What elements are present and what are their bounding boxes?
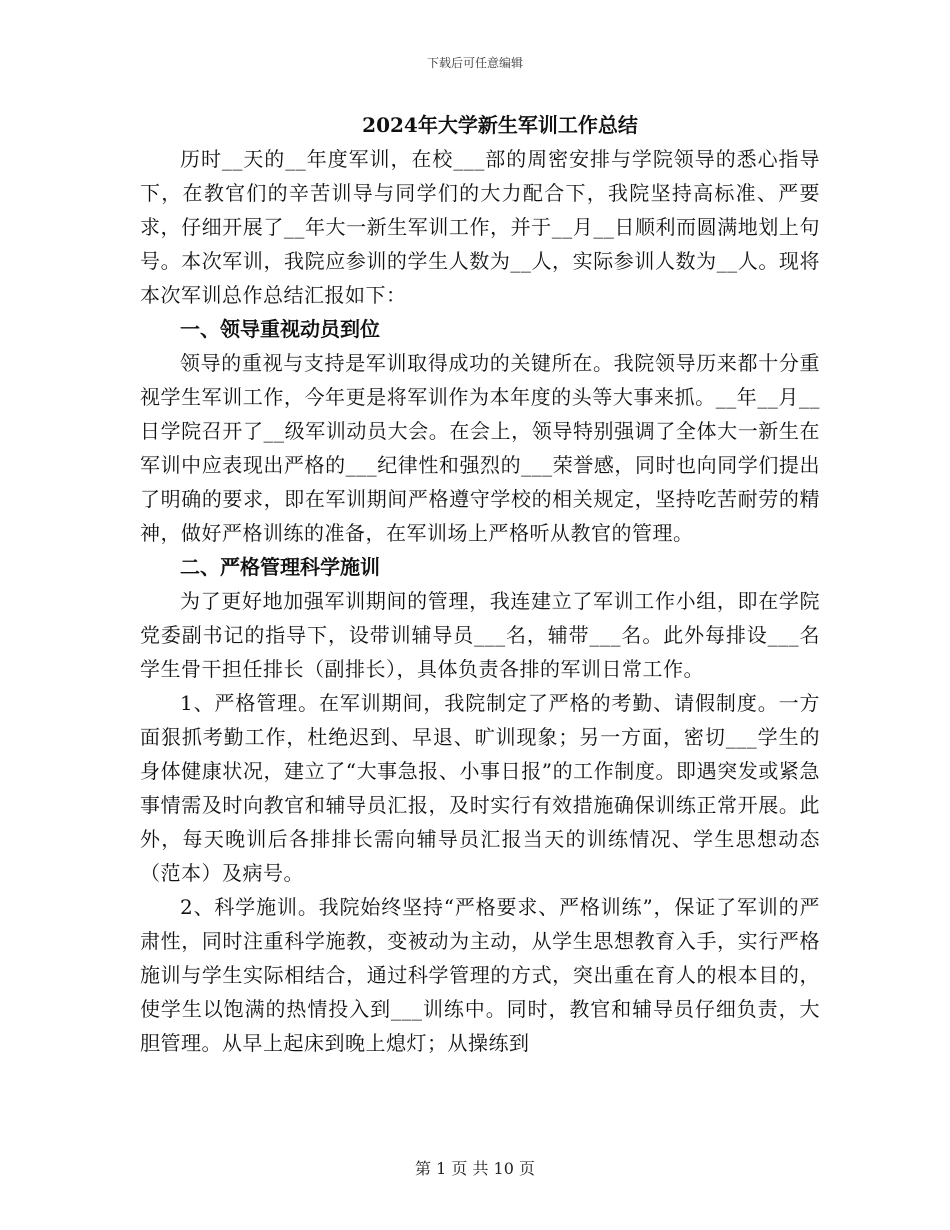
section-1-paragraph: 领导的重视与支持是军训取得成功的关键所在。我院领导历来都十分重视学生军训工作，今年更是将军训作为本年度的头等大事来抓。__年__月__日学院召开了__级军训动员大会。在会上，领导特别强调了全体大一新生在军训中应表现出严格的___纪律性和强烈的___荣誉感，同时也向同学们提出了明确的要求，即在军训期间严格遵守学校的相关规定，坚持吃苦耐劳的精神，做好严格训练的准备，在军训场上严格听从教官的管理。 — [140, 351, 820, 545]
section-heading-1: 一、领导重视动员到位 — [180, 317, 380, 341]
header-note: 下载后可任意编辑 — [426, 56, 523, 70]
page-footer: 第 1 页 共 10 页 — [415, 1159, 535, 1178]
document-title: 2024年大学新生军训工作总结 — [362, 113, 638, 137]
strict-management-paragraph: 1、严格管理。在军训期间，我院制定了严格的考勤、请假制度。一方面狠抓考勤工作，杜绝迟到、早退、旷训现象；另一方面，密切___学生的身体健康状况，建立了“大事急报、小事日报”的工作制度。即遇突发或紧急事情需及时向教官和辅导员汇报，及时实行有效措施确保训练正常开展。此外，每天晚训后各排排长需向辅导员汇报当天的训练情况、学生思想动态（范本）及病号。 — [140, 691, 820, 885]
intro-paragraph: 历时__天的__年度军训，在校___部的周密安排与学院领导的悉心指导下，在教官们的辛苦训导与同学们的大力配合下，我院坚持高标准、严要求，仔细开展了__年大一新生军训工作，并于__月__日顺利而圆满地划上句号。本次军训，我院应参训的学生人数为__人，实际参训人数为__人。现将本次军训总作总结汇报如下： — [140, 147, 820, 307]
section-heading-2: 二、严格管理科学施训 — [180, 555, 380, 579]
scientific-training-paragraph: 2、科学施训。我院始终坚持“严格要求、严格训练”，保证了军训的严肃性，同时注重科学施教，变被动为主动，从学生思想教育入手，实行严格施训与学生实际相结合，通过科学管理的方式，突出重在育人的根本目的，使学生以饱满的热情投入到___训练中。同时，教官和辅导员仔细负责，大胆管理。从早上起床到晚上熄灯；从操练到 — [140, 895, 820, 1055]
section-2-paragraph: 为了更好地加强军训期间的管理，我连建立了军训工作小组，即在学院党委副书记的指导下，设带训辅导员___名，辅带___名。此外每排设___名学生骨干担任排长（副排长），具体负责各排的军训日常工作。 — [140, 589, 820, 681]
document-body — [140, 108, 820, 1060]
